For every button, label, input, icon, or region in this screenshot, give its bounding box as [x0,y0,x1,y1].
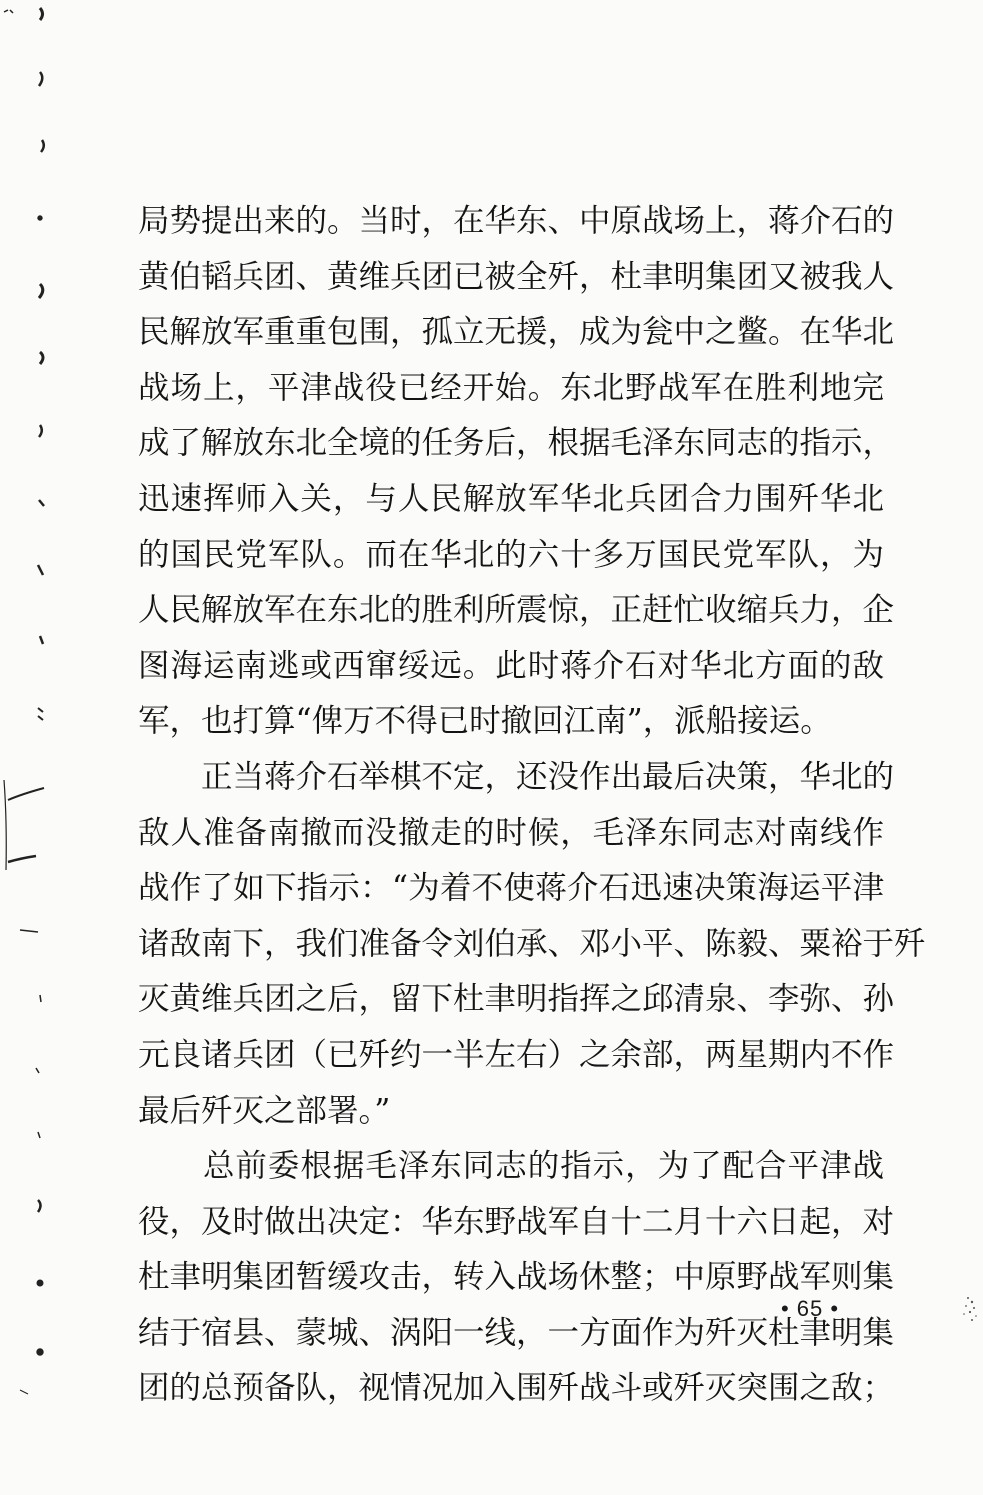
page-number: • 65 • [780,1296,840,1321]
paragraph-3 [138,1139,895,1417]
text-line: 局势提出来的。当时，在华东、中原战场上，蒋介石的 [138,203,895,239]
paragraph-1 [138,194,895,750]
text-line: 图海运南逃或西窜绥远。此时蒋介石对华北方面的敌 [138,647,884,684]
text-line: 元良诸兵团（已歼约一半左右）之余部，两星期内不作 [138,1036,895,1073]
text-line: 结于宿县、蒙城、涡阳一线，一方面作为歼灭杜聿明集 [138,1314,895,1351]
text-line: 黄伯韬兵团、黄维兵团已被全歼，杜聿明集团又被我人 [138,258,895,295]
text-line: 敌人准备南撤而没撤走的时候，毛泽东同志对南线作 [138,814,884,851]
text-line: 役，及时做出决定：华东野战军自十二月十六日起，对 [138,1203,895,1240]
text-line: 民解放军重重包围，孤立无援，成为瓮中之鳖。在华北 [138,314,895,351]
scan-speck [950,1290,980,1330]
text-line: 总前委根据毛泽东同志的指示，为了配合平津战 [138,1148,884,1185]
text-line: 灭黄维兵团之后，留下杜聿明指挥之邱清泉、李弥、孙 [138,981,895,1018]
text-line: 团的总预备队，视情况加入围歼战斗或歼灭突围之敌； [138,1370,895,1407]
binding-edge-marks [0,0,60,1495]
text-line: 战场上，平津战役已经开始。东北野战军在胜利地完 [138,369,884,406]
text-line: 军，也打算“俾万不得已时撤回江南”，派船接运。 [138,703,832,740]
text-line: 杜聿明集团暂缓攻击，转入战场休整；中原野战军则集 [138,1259,895,1296]
body-text [138,194,926,1417]
text-line: 迅速挥师入关，与人民解放军华北兵团合力围歼华北 [138,480,884,517]
text-line: 诸敌南下，我们准备令刘伯承、邓小平、陈毅、粟裕于歼 [138,925,926,962]
text-line: 战作了如下指示：“为着不使蒋介石迅速决策海运平津 [138,870,884,907]
text-line: 正当蒋介石举棋不定，还没作出最后决策，华北的 [138,758,895,795]
text-line: 成了解放东北全境的任务后，根据毛泽东同志的指示， [138,425,895,462]
paragraph-2 [138,750,926,1139]
text-line: 的国民党军队。而在华北的六十多万国民党军队，为 [138,536,884,573]
text-line: 人民解放军在东北的胜利所震惊，正赶忙收缩兵力，企 [138,592,895,629]
text-line: 最后歼灭之部署。” [138,1092,391,1129]
